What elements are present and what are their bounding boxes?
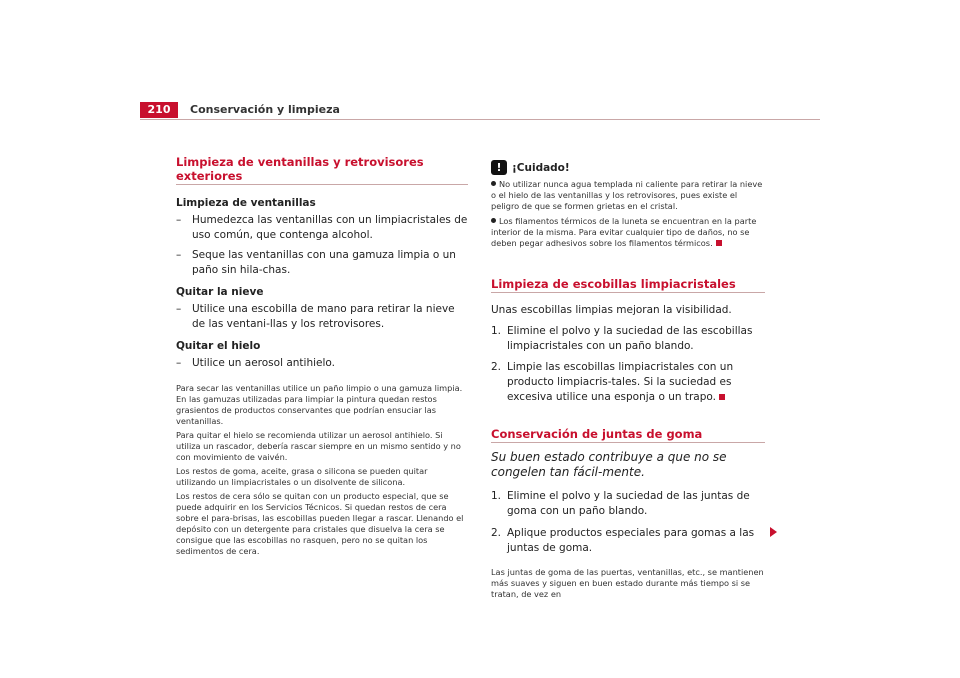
left-column	[176, 155, 468, 557]
bullet-icon	[491, 218, 496, 223]
list-item: – Humedezca las ventanillas con un limpiacristales de uso común, que contenga alcohol.	[176, 214, 468, 241]
page-number: 210	[140, 102, 178, 118]
list-item: – Utilice una escobilla de mano para retirar la nieve de las ventani-llas y los retrovisores.	[176, 303, 455, 330]
caution-bullet: Los filamentos térmicos de la luneta se encuentran en la parte interior de la misma. Para evitar cualquier tipo de daños, no se deben pegar adhesivos sobre los filamentos térmicos.	[491, 216, 757, 248]
note-paragraph: Para secar las ventanillas utilice un paño limpio o una gamuza limpia. En las gamuzas utilizadas para limpiar la pintura quedan restos grasientos de productos conservantes que podrían ensuciar las ventanillas.	[176, 383, 463, 426]
note-paragraph: Las juntas de goma de las puertas, ventanillas, etc., se mantienen más suaves y siguen en buen estado durante más tiempo si se tratan, de vez en	[491, 567, 764, 599]
list-item: 2. Limpie las escobillas limpiacristales con un producto limpiacris-tales. Si la suciedad es excesiva utilice una esponja o un trapo.	[491, 361, 734, 403]
caution-title: ¡Cuidado!	[512, 161, 570, 174]
subhead-nieve: Quitar la nieve	[176, 286, 264, 298]
section-title-juntas: Conservación de juntas de goma	[491, 427, 765, 443]
section-title-escobillas: Limpieza de escobillas limpiacristales	[491, 277, 765, 293]
continue-arrow-icon	[770, 527, 777, 537]
list-item: 1. Elimine el polvo y la suciedad de las juntas de goma con un paño blando.	[491, 490, 750, 517]
list-item: 2. Aplique productos especiales para gomas a las juntas de goma.	[491, 527, 755, 554]
chapter-title: Conservación y limpieza	[190, 103, 340, 116]
warning-icon: !	[491, 160, 507, 175]
right-column	[491, 160, 765, 600]
end-square-icon	[716, 240, 722, 246]
note-paragraph: Los restos de goma, aceite, grasa o silicona se pueden quitar utilizando un limpiacristales o un disolvente de silicona.	[176, 466, 428, 487]
intro-text: Unas escobillas limpias mejoran la visibilidad.	[491, 304, 732, 316]
subhead-limpieza: Limpieza de ventanillas	[176, 197, 316, 209]
list-item: – Seque las ventanillas con una gamuza limpia o un paño sin hila-chas.	[176, 249, 456, 276]
subhead-hielo: Quitar el hielo	[176, 340, 261, 352]
list-item: – Utilice un aerosol antihielo.	[176, 357, 335, 369]
note-paragraph: Para quitar el hielo se recomienda utilizar un aerosol antihielo. Si utiliza un rascador, debería rascar siempre en un mismo sentido y no con movimiento de vaivén.	[176, 430, 461, 462]
section-title-ventanillas: Limpieza de ventanillas y retrovisores exteriores	[176, 155, 468, 185]
list-item: 1. Elimine el polvo y la suciedad de las escobillas limpiacristales con un paño blando.	[491, 325, 753, 352]
note-paragraph: Los restos de cera sólo se quitan con un producto especial, que se puede adquirir en los Servicios Técnicos. Si quedan restos de cera sobre el para-brisas, las escobillas pueden llegar a rascar. Llenando el depósito con un detergente para cristales que disuelva la cera se consigue que las escobillas no rasquen, pero no se quitan los sedimentos de cera.	[176, 491, 464, 556]
caution-bullet: No utilizar nunca agua templada ni caliente para retirar la nieve o el hielo de las ventanillas y los retrovisores, pues existe el peligro de que se formen grietas en el cristal.	[491, 179, 763, 211]
section-subtitle: Su buen estado contribuye a que no se congelen tan fácil-mente.	[491, 450, 727, 479]
caution-header	[491, 160, 765, 175]
end-square-icon	[719, 394, 725, 400]
bullet-icon	[491, 181, 496, 186]
